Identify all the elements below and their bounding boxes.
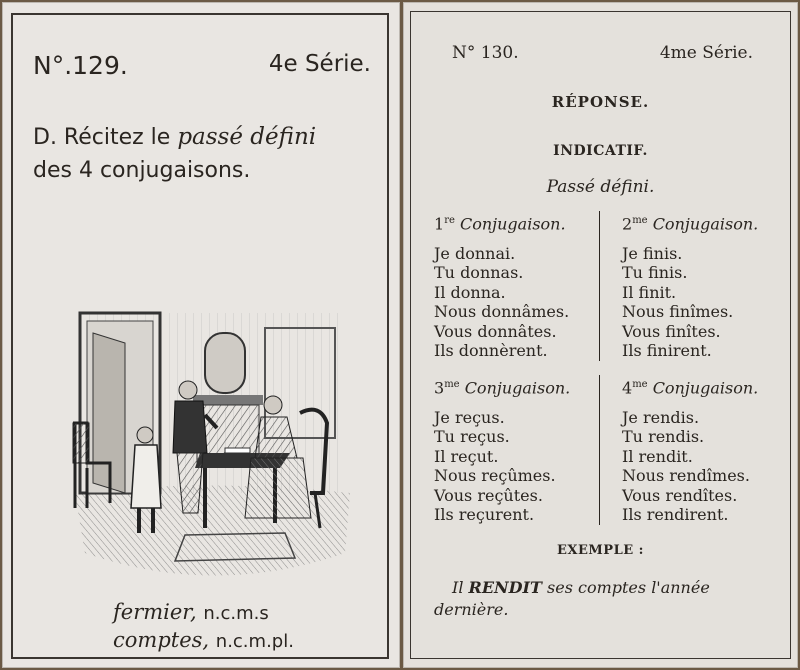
caption-line [113, 599, 294, 627]
caption-word: comptes, [113, 628, 210, 652]
verb-form: Tu donnas. [434, 263, 524, 283]
question-prefix: D. Récitez le [33, 125, 178, 150]
conjugation-heading: $2^{me}$ Conjugaison. [622, 214, 759, 234]
farmer-scene-illustration [65, 303, 355, 593]
verb-form: Je reçus. [434, 407, 505, 427]
mood-heading: INDICATIF. [553, 143, 648, 159]
tense-heading: Passé défini. [546, 177, 655, 197]
verb-form: Vous donnâtes. [434, 321, 557, 341]
caption-abbr: n.c.m.s [203, 603, 269, 624]
conjugation-block-3 [434, 375, 570, 525]
verb-form: Tu rendis. [622, 427, 705, 447]
verb-form: Nous rendîmes. [622, 466, 750, 486]
vocabulary-caption [113, 599, 294, 655]
card-serie: 4e Série. [268, 51, 371, 77]
verb-form: Il reçut. [434, 446, 499, 466]
column-divider [599, 211, 600, 361]
verb-form: Tu finis. [622, 263, 688, 283]
example-heading: EXEMPLE : [557, 543, 644, 558]
verb-form: Ils finirent. [622, 341, 712, 361]
example-verb: RENDIT [468, 578, 542, 597]
caption-word: fermier, [113, 600, 197, 624]
verb-form: Nous donnâmes. [434, 302, 570, 322]
answer-card [403, 2, 798, 668]
reponse-heading: RÉPONSE. [551, 93, 650, 111]
verb-form: Vous finîtes. [622, 321, 721, 341]
verb-form: Tu reçus. [434, 427, 510, 447]
caption-abbr: n.c.m.pl. [215, 631, 294, 652]
verb-form: Je donnai. [434, 243, 516, 263]
conjugation-heading: $4^{me}$ Conjugaison. [622, 378, 759, 398]
column-divider [599, 375, 600, 525]
card-number: N° 130. [452, 43, 519, 63]
verb-form: Il finit. [622, 282, 677, 302]
verb-form: Nous finîmes. [622, 302, 734, 322]
verb-form: Il donna. [434, 282, 506, 302]
verb-form: Vous rendîtes. [622, 485, 738, 505]
conjugation-block-1 [434, 211, 569, 361]
verb-form: Ils reçurent. [434, 505, 535, 525]
conjugation-block-4 [622, 375, 758, 525]
conjugation-heading: $3^{me}$ Conjugaison. [434, 378, 571, 398]
question-emphasis: passé défini [177, 124, 317, 150]
verb-form: Vous reçûtes. [434, 485, 543, 505]
verb-form: Ils donnèrent. [434, 341, 548, 361]
conjugation-block-2 [622, 211, 758, 361]
verb-form: Ils rendirent. [622, 505, 729, 525]
verb-form: Je rendis. [622, 407, 700, 427]
caption-line [113, 627, 294, 655]
card-serie: 4me Série. [659, 43, 753, 63]
conjugation-heading: 1re Conjugaison. [434, 214, 566, 234]
question-line2: des 4 conjugaisons. [33, 158, 251, 183]
card-number: N°.129. [33, 51, 128, 80]
question-text [33, 121, 383, 187]
verb-form: Il rendit. [622, 446, 693, 466]
verb-form: Nous reçûmes. [434, 466, 556, 486]
question-card [2, 2, 400, 668]
example-sentence: Il RENDIT ses comptes l'année dernière. [434, 578, 710, 619]
verb-form: Je finis. [622, 243, 683, 263]
